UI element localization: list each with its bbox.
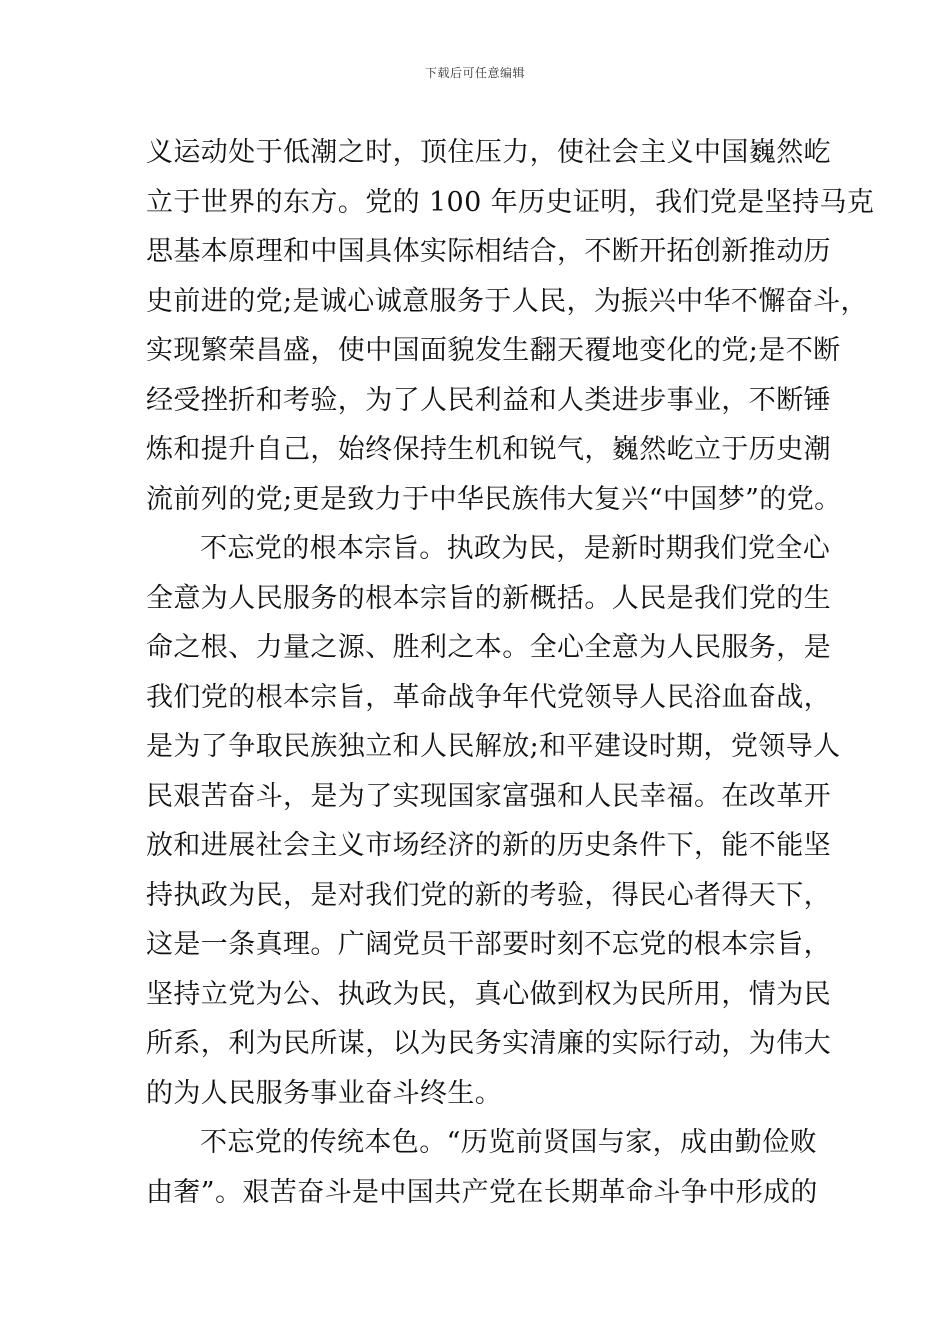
text-line: 炼和提升自己，始终保持生机和锐气，巍然屹立于历史潮 [146, 434, 831, 465]
text-line: 全意为人民服务的根本宗旨的新概括。人民是我们党的生 [146, 582, 831, 614]
text-line: 持执政为民，是对我们党的新的考验，得民心者得天下， [146, 879, 831, 911]
text-line: 实现繁荣昌盛，使中国面貌发生翻天覆地变化的党;是不断 [146, 335, 841, 366]
text-line: 我们党的根本宗旨，革命战争年代党领导人民浴血奋战， [146, 681, 831, 713]
document-body [146, 128, 875, 1217]
text-line: 史前进的党;是诚心诚意服务于人民，为振兴中华不懈奋斗， [146, 285, 868, 317]
text-line: 所系，利为民所谋，以为民务实清廉的实际行动，为伟大 [146, 1028, 831, 1059]
text-line: 是为了争取民族独立和人民解放;和平建设时期，党领导人 [146, 731, 841, 762]
text-line: 放和进展社会主义市场经济的新的历史条件下，能不能坚 [146, 830, 831, 861]
text-line: 义运动处于低潮之时，顶住压力，使社会主义中国巍然屹 [146, 137, 831, 168]
text-line: 命之根、力量之源、胜利之本。全心全意为人民服务，是 [146, 632, 831, 663]
page-header: 下载后可任意编辑 [424, 66, 525, 80]
text-line: 不忘党的根本宗旨。执政为民，是新时期我们党全心 [200, 533, 831, 564]
text-line: 不忘党的传统本色。“历览前贤国与家，成由勤俭败 [200, 1127, 818, 1158]
text-line: 这是一条真理。广阔党员干部要时刻不忘党的根本宗旨， [146, 929, 831, 960]
text-line: 坚持立党为公、执政为民，真心做到权为民所用，情为民 [146, 978, 831, 1010]
text-line: 思基本原理和中国具体实际相结合，不断开拓创新推动历 [146, 236, 831, 267]
text-line: 由奢”。艰苦奋斗是中国共产党在长期革命斗争中形成的 [146, 1176, 818, 1208]
text-line: 流前列的党;更是致力于中华民族伟大复兴“中国梦”的党。 [146, 483, 842, 515]
text-line: 民艰苦奋斗，是为了实现国家富强和人民幸福。在改革开 [146, 780, 831, 812]
text-line: 立于世界的东方。党的 100 年历史证明，我们党是坚持马克 [146, 186, 875, 218]
text-line: 的为人民服务事业奋斗终生。 [146, 1077, 503, 1109]
text-line: 经受挫折和考验，为了人民利益和人类进步事业，不断锤 [146, 384, 831, 416]
